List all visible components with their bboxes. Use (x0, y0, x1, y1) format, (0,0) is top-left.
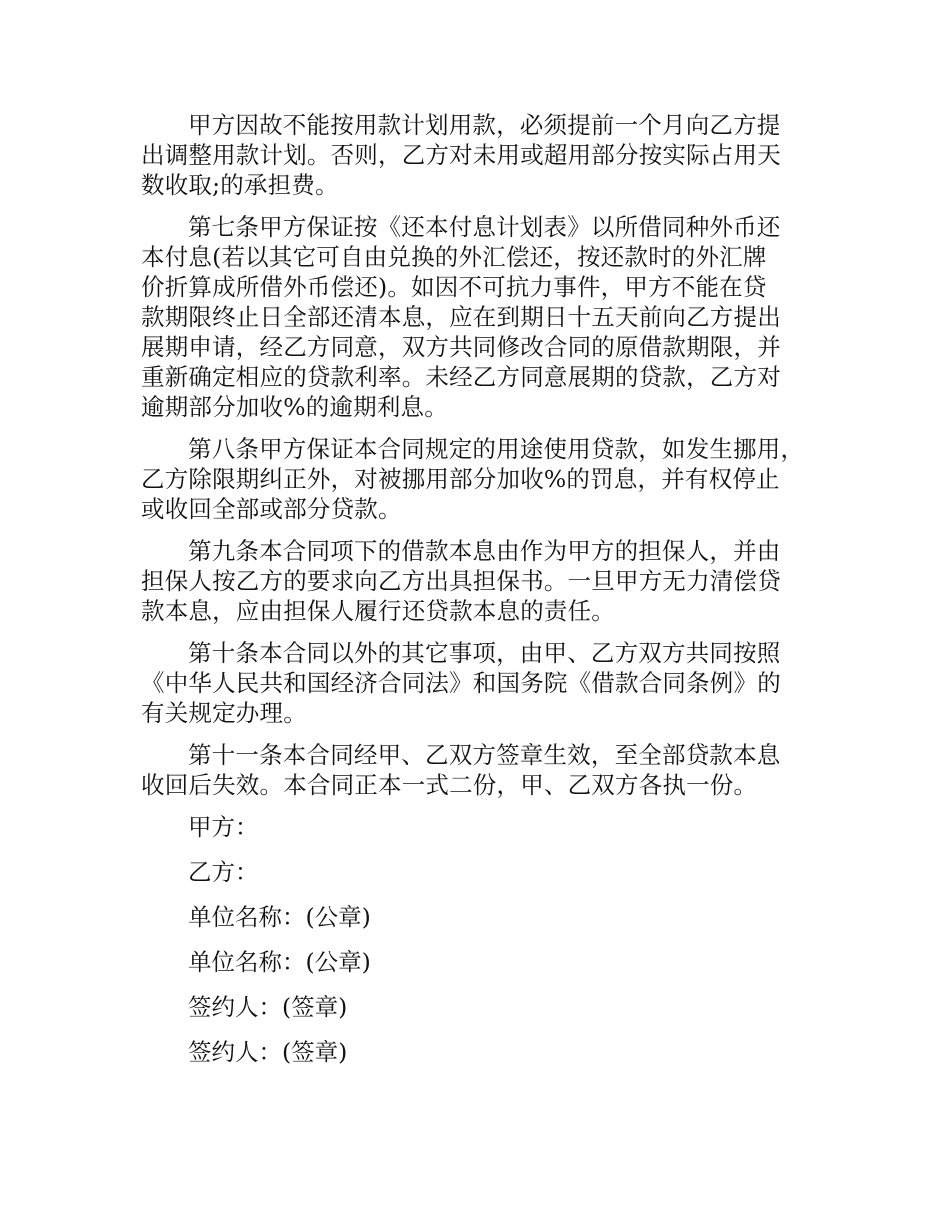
text-line: 款期限终止日全部还清本息，应在到期日十五天前向乙方提出 (141, 303, 781, 331)
text-line: 或收回全部或部分贷款。 (141, 495, 402, 523)
text-line: 收回后失效。本合同正本一式二份，甲、乙双方各执一份。 (141, 771, 758, 799)
paragraph-usage-plan (141, 110, 809, 200)
text-line: 本付息(若以其它可自由兑换的外汇偿还，按还款时的外汇牌 (141, 243, 767, 271)
text-line: 款本息，应由担保人履行还贷款本息的责任。 (141, 597, 615, 625)
party-a-unit-name: 单位名称：(公章) (188, 903, 371, 931)
paragraph-article-10 (141, 638, 809, 728)
text-line: 重新确定相应的贷款利率。未经乙方同意展期的贷款，乙方对 (141, 363, 781, 391)
text-line: 第八条甲方保证本合同规定的用途使用贷款，如发生挪用， (188, 435, 805, 463)
text-line: 《中华人民共和国经济合同法》和国务院《借款合同条例》的 (141, 669, 781, 697)
text-line: 展期申请，经乙方同意，双方共同修改合同的原借款期限，并 (141, 333, 781, 361)
text-line: 逾期部分加收%的逾期利息。 (141, 393, 448, 421)
text-line: 第七条甲方保证按《还本付息计划表》以所借同种外币还 (188, 213, 781, 241)
text-line: 第十一条本合同经甲、乙双方签章生效，至全部贷款本息 (188, 741, 781, 769)
paragraph-article-8 (141, 434, 809, 524)
document-page (141, 110, 809, 1082)
paragraph-article-11 (141, 740, 809, 800)
party-b-signatory: 签约人：(签章) (188, 1038, 348, 1066)
text-line: 数收取;的承担费。 (141, 171, 339, 199)
text-line: 担保人按乙方的要求向乙方出具担保书。一旦甲方无力清偿贷 (141, 567, 781, 595)
party-b-unit-name: 单位名称：(公章) (188, 948, 371, 976)
paragraph-article-7 (141, 212, 809, 422)
text-line: 有关规定办理。 (141, 699, 307, 727)
text-line: 第九条本合同项下的借款本息由作为甲方的担保人，并由 (188, 537, 781, 565)
party-b-label: 乙方： (188, 858, 259, 886)
text-line: 甲方因故不能按用款计划用款，必须提前一个月向乙方提 (188, 111, 781, 139)
text-line: 乙方除限期纠正外，对被挪用部分加收%的罚息，并有权停止 (141, 465, 780, 493)
party-a-signatory: 签约人：(签章) (188, 993, 348, 1021)
paragraph-article-9 (141, 536, 809, 626)
text-line: 出调整用款计划。否则，乙方对未用或超用部分按实际占用天 (141, 141, 781, 169)
text-line: 第十条本合同以外的其它事项，由甲、乙方双方共同按照 (188, 639, 781, 667)
text-line: 价折算成所借外币偿还)。如因不可抗力事件，甲方不能在贷 (141, 273, 767, 301)
party-a-label: 甲方： (188, 813, 259, 841)
